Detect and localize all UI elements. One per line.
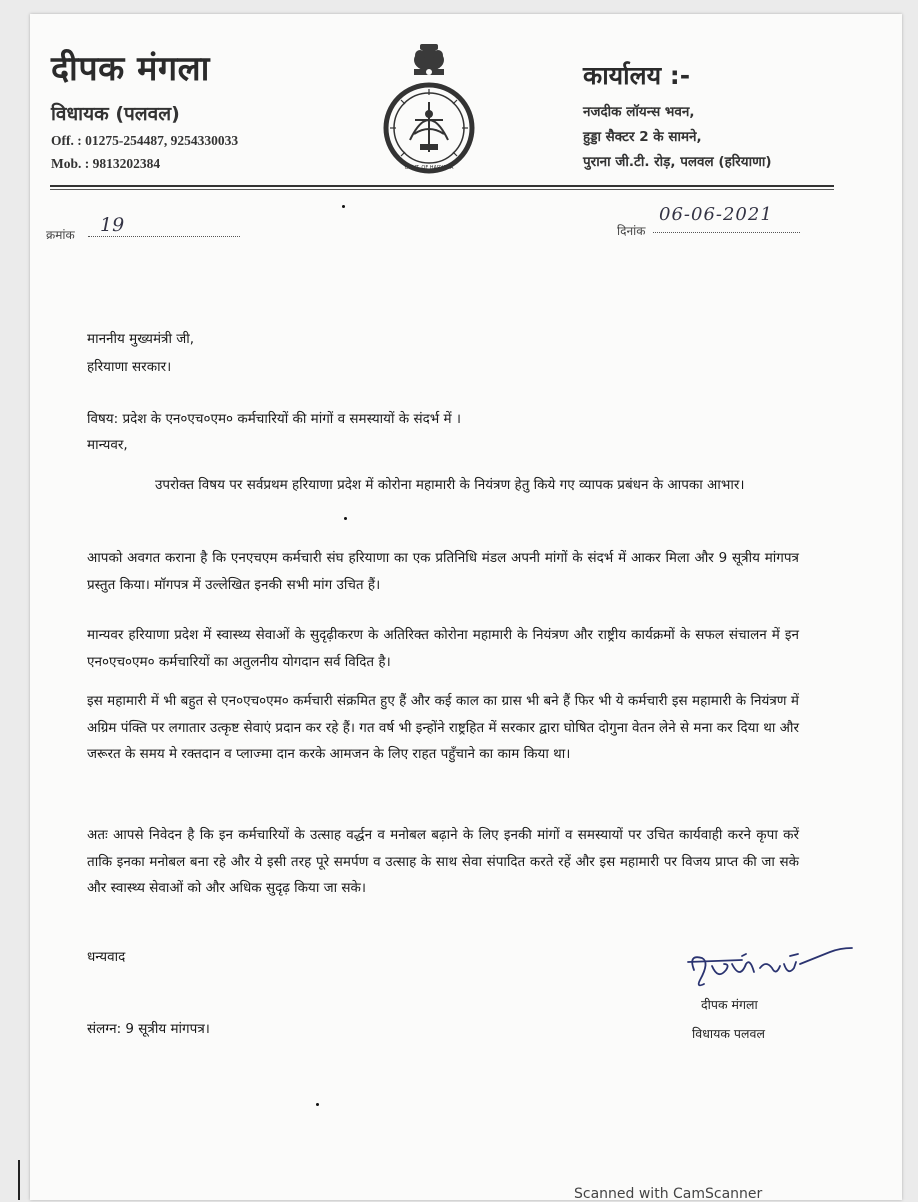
office-title: कार्यालय :- (583, 61, 691, 90)
mobile-number: Mob. : 9813202384 (51, 156, 161, 171)
scan-speck (342, 205, 345, 208)
reference-number: 19 (100, 214, 125, 236)
svg-text:GOVT. OF HARYANA: GOVT. OF HARYANA (404, 165, 454, 171)
enclosure: संलग्न: 9 सूत्रीय मांगपत्र। (87, 1021, 210, 1037)
addressee-line-1: माननीय मुख्यमंत्री जी, (87, 331, 195, 347)
scan-speck (316, 1103, 319, 1106)
header-divider-thin (50, 189, 834, 190)
signer-name: दीपक मंगला (701, 997, 758, 1012)
letter-date: 06-06-2021 (659, 204, 773, 225)
closing: धन्यवाद (87, 949, 126, 965)
paragraph-5: अतः आपसे निवेदन है कि इन कर्मचारियों के उत्साह वर्द्धन व मनोबल बढ़ाने के लिए इनकी मांगों व समस्यायों पर उचित कार्यवाही करने कृपा करें ताकि इनका मनोबल बना रहे और ये इसी तरह पूरे समर्पण व उत्साह के साथ सेवा संपादित करते रहें और इस महामारी पर विजय प्राप्त की जा सके और स्वास्थ्य सेवाओं को और अधिक सुदृढ़ किया जा सके। (87, 827, 799, 896)
handwritten-signature (680, 940, 860, 1000)
scan-edge-line (18, 1160, 20, 1200)
paragraph-1: उपरोक्त विषय पर सर्वप्रथम हरियाणा प्रदेश में कोरोना महामारी के नियंत्रण हेतु किये गए व्यापक प्रबंधन के आपका आभार। (155, 477, 745, 493)
haryana-emblem-icon (370, 40, 488, 178)
scan-speck (344, 517, 347, 520)
address-line-3: पुराना जी.टी. रोड़, पलवल (हरियाणा) (583, 154, 772, 170)
date-label: दिनांक (617, 224, 646, 238)
addressee-line-2: हरियाणा सरकार। (87, 359, 172, 375)
salutation: मान्यवर, (87, 437, 128, 453)
address-line-1: नजदीक लॉयन्स भवन, (583, 104, 695, 120)
paragraph-2: आपको अवगत कराना है कि एनएचएम कर्मचारी संघ हरियाणा का एक प्रतिनिधि मंडल अपनी मांगों के संदर्भ में आकर मिला और 9 सूत्रीय मांगपत्र प्रस्तुत किया। मॉगपत्र में उल्लेखित इनकी सभी मांग उचित हैं। (87, 550, 799, 593)
reference-dotted-line (88, 236, 240, 237)
mla-designation: विधायक (पलवल) (51, 103, 180, 125)
mla-name: दीपक मंगला (51, 49, 210, 89)
header-divider (50, 185, 834, 187)
paragraph-3: मान्यवर हरियाणा प्रदेश में स्वास्थ्य सेवाओं के सुदृढ़ीकरण के अतिरिक्त कोरोना महामारी के नियंत्रण और राष्ट्रीय कार्यक्रमों के सफल संचालन में इन एन०एच०एम० कर्मचारियों का अतुलनीय योगदान सर्व विदित है। (87, 627, 799, 670)
address-line-2: हुड्डा सैक्टर 2 के सामने, (583, 129, 702, 145)
reference-label: क्रमांक (46, 228, 75, 242)
date-dotted-line (653, 232, 800, 233)
letter-subject: विषय: प्रदेश के एन०एच०एम० कर्मचारियों की मांगों व समस्यायों के संदर्भ में । (87, 411, 462, 427)
signer-designation: विधायक पलवल (692, 1026, 765, 1041)
camscanner-watermark: Scanned with CamScanner (574, 1186, 763, 1202)
office-phone: Off. : 01275-254487, 9254330033 (51, 133, 239, 148)
paragraph-4: इस महामारी में भी बहुत से एन०एच०एम० कर्मचारी संक्रमित हुए हैं और कई काल का ग्रास भी बने हैं फिर भी ये कर्मचारी इस महामारी के नियंत्रण में अग्रिम पंक्ति पर लगातार उत्कृष्ट सेवाएं प्रदान कर रहे हैं। गत वर्ष भी इन्होंने राष्ट्रहित में सरकार द्वारा घोषित दोगुना वेतन लेने से मना कर दिया था और जरूरत के समय मे रक्तदान व प्लाज्मा दान करके आमजन के लिए राहत पहुँचाने का काम किया था। (87, 693, 799, 762)
